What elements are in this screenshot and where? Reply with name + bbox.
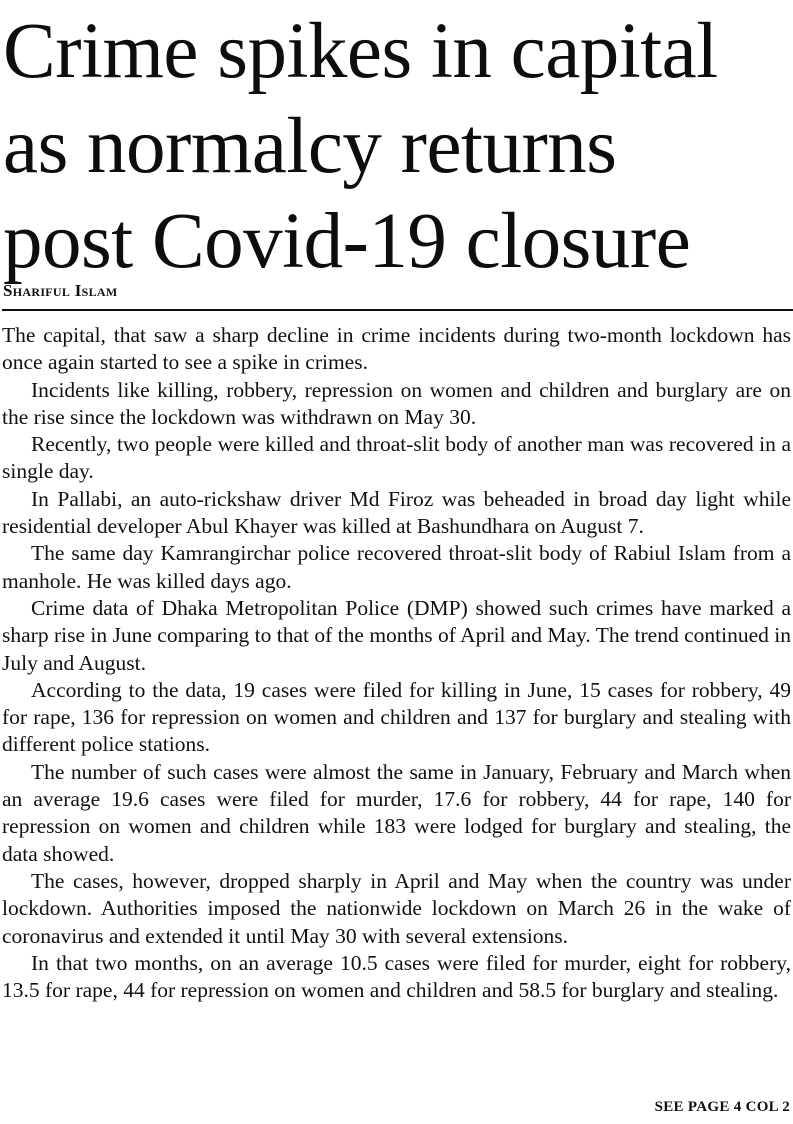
headline-line-2: as normalcy returns [3, 103, 617, 190]
paragraph: According to the data, 19 cases were filed for killing in June, 15 cases for robbery, 49 for rape, 136 for repression on women and children and 137 for burglary and stealing with different police stations. [2, 677, 791, 757]
continued-on-page-label: SEE PAGE 4 COL 2 [654, 1099, 790, 1115]
headline-line-3: post Covid-19 closure [3, 198, 691, 285]
headline-divider [2, 309, 793, 311]
headline-line-1: Crime spikes in capital [3, 8, 718, 95]
paragraph: The same day Kamrangirchar police recovered throat-slit body of Rabiul Islam from a manhole. He was killed days ago. [2, 541, 791, 593]
paragraph: In Pallabi, an auto-rickshaw driver Md Firoz was beheaded in broad day light while residential developer Abul Khayer was killed at Bashundhara on August 7. [2, 486, 791, 539]
article-body [2, 322, 791, 1004]
paragraph: The capital, that saw a sharp decline in crime incidents during two-month lockdown has once again started to see a spike in crimes. [2, 323, 791, 375]
paragraph: Incidents like killing, robbery, repression on women and children and burglary are on the rise since the lockdown was withdrawn on May 30. [2, 377, 791, 429]
headline [0, 4, 793, 289]
paragraph: Crime data of Dhaka Metropolitan Police (DMP) showed such crimes have marked a sharp rise in June comparing to that of the months of April and May. The trend continued in July and August. [2, 595, 791, 675]
paragraph: Recently, two people were killed and throat-slit body of another man was recovered in a single day. [2, 432, 791, 484]
paragraph: The cases, however, dropped sharply in April and May when the country was under lockdown. Authorities imposed the nationwide lockdown on March 26 in the wake of coronavirus and extended it until May 30 with several extensions. [2, 868, 791, 948]
paragraph: In that two months, on an average 10.5 cases were filed for murder, eight for robbery, 13.5 for rape, 44 for repression on women and children and 58.5 for burglary and stealing. [2, 950, 791, 1003]
paragraph: The number of such cases were almost the same in January, February and March when an average 19.6 cases were filed for murder, 17.6 for robbery, 44 for rape, 140 for repression on women and children while 183 were lodged for burglary and stealing, the data showed. [2, 759, 791, 866]
byline: Shariful Islam [3, 281, 118, 300]
